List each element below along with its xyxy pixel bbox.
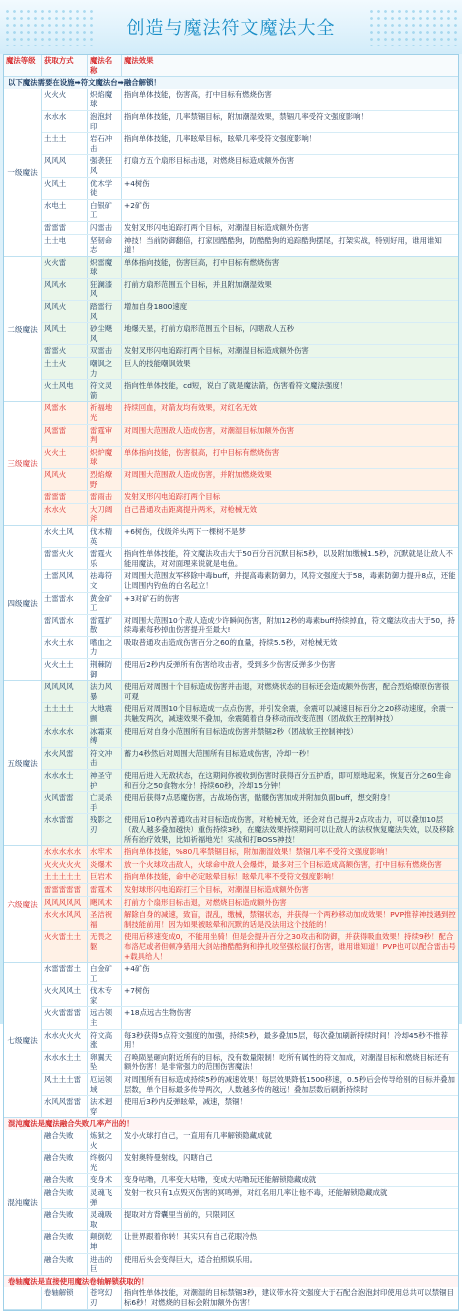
effect-cell: 发小火球打自己，一直用有几率解锁隐藏成就 [122,1130,458,1151]
magic-table [3,54,459,1311]
source-cell: 水火土水 [42,637,88,658]
name-cell: 残影之刃 [88,814,122,845]
column-header-effect: 魔法效果 [122,55,458,76]
source-cell: 雷雷火 [42,345,88,357]
effect-cell: 使用后对自身小范围所有目标造成伤害并禁锢2秒（团战软王控制神技） [122,726,458,747]
name-cell: 法术迥穿 [88,1096,122,1117]
source-cell: 土雷雷水 [42,593,88,614]
source-cell: 水水水水 [42,726,88,747]
table-row[interactable] [42,1174,458,1187]
source-cell: 土土火 [42,358,88,379]
source-cell: 水水火 [42,504,88,525]
effect-cell: 发射叉形闪电追踪打两个目标，对潮湿目标造成额外伤害 [122,222,458,234]
source-cell: 风风水 [42,279,88,300]
effect-cell: 单体指向技能，伤害巨高，打中目标有燃烧伤害 [122,257,458,278]
group-body [42,681,458,845]
name-cell: 颠倒乾坤 [88,1231,122,1252]
effect-cell: +6树伤，伐级斧头两下一棵树不是梦 [122,526,458,547]
effect-cell: 对周围大范围友军移除中毒buff，并提高毒素防御力，风符文强度大于58，毒素防御力提升8点，还能让周围内钓鱼的白名起立！ [122,570,458,591]
name-cell: 伐木专家 [88,985,122,1006]
group-level-label [4,1287,42,1308]
source-cell: 融合失败 [42,1187,88,1208]
table-row[interactable] [42,526,458,548]
source-cell: 雷雷雷 [42,222,88,234]
source-cell: 风风风风 [42,681,88,702]
source-cell: 融合失败 [42,1209,88,1230]
effect-cell: 指向性单体技能，对潮湿的目标禁锢3秒，建议带水符文强度大于石配合泡泡封印使用总共可以禁锢目标6秒！对燃烧的目标会附加额外伤害！ [122,1287,458,1308]
source-cell: 融合失败 [42,1130,88,1151]
effect-cell: 持续回血，对箭友均有效果，对红名无效 [122,402,458,423]
effect-cell: 发射叉形闪电追踪打两个目标，对潮湿目标造成额外伤害 [122,345,458,357]
table-row[interactable] [42,846,458,859]
table-row[interactable] [42,491,458,504]
name-cell: 强袭狂风 [88,155,122,176]
name-cell: 变身术 [88,1174,122,1186]
table-row[interactable] [42,1187,458,1209]
group-body [42,963,458,1117]
source-cell: 火火土 [42,447,88,468]
effect-cell: +2矿伤 [122,200,458,221]
table-row[interactable] [42,178,458,200]
table-row[interactable] [42,257,458,279]
name-cell: 符文灵箭 [88,380,122,401]
group-level-label: 七级魔法 [4,963,42,1117]
name-cell: 进击的巨 [88,1254,122,1275]
effect-cell: 指向性单体技能，符文魔法攻击大于50百分百沉默目标5秒，以及附加缴械1.5秒，沉默就是让敌人不能用魔法，对对面理来说就是电鱼。 [122,548,458,569]
source-cell: 雷雷火火 [42,548,88,569]
table-row[interactable] [42,133,458,155]
source-cell: 水风风雷雷 [42,1096,88,1117]
source-cell: 水火水风风 [42,909,88,930]
effect-cell: 召唤陨星砸向附近所有的目标，没有数量限制！吃所有属性的符文加成，对潮湿目标和燃烧目标还有额外伤害！是非常强力的范围伤害魔法！ [122,1052,458,1073]
table-row[interactable] [42,323,458,345]
name-cell: 符文冲击 [88,748,122,769]
effect-cell: 神技！当前防御翻倍，打家园酷酷狗，防酷酷狗的追踪酷狗摆尾，打架实战，特别好用，谁用谁知道！ [122,235,458,256]
name-cell: 荆棘防御 [88,659,122,680]
table-row[interactable] [42,748,458,770]
name-cell: 白银矿工 [88,200,122,221]
source-cell: 火风雷雷 [42,792,88,813]
column-header-name: 魔法名称 [88,55,122,76]
magic-group [4,89,458,257]
table-row[interactable] [42,1030,458,1052]
group-body [42,1287,458,1308]
table-row[interactable] [42,89,458,111]
effect-cell: 吸取普通攻击造成伤害百分之60的血量，持续5.5秒，对枪械无效 [122,637,458,658]
page-header [0,0,462,54]
group-body [42,402,458,525]
group-level-label: 五级魔法 [4,681,42,845]
effect-cell: 地爆天星，打前方扇形范围五个目标，闪瞎敌人五秒 [122,323,458,344]
source-cell: 水水水水水 [42,846,88,858]
effect-cell: 打扇方五个扇形目标击退，对燃烧目标造成额外伤害 [122,155,458,176]
source-cell: 水火土风 [42,526,88,547]
table-row[interactable] [42,681,458,703]
name-cell: 卵翼天坠 [88,1052,122,1073]
name-cell: 远古领主 [88,1007,122,1028]
effect-cell: 发射一枚只有1点毁灭伤害的冥鸣弹，对红名用几率让他不毒，还能解锁隐藏成就 [122,1187,458,1208]
effect-cell: +4矿伤 [122,963,458,984]
effect-cell: 自己普通攻击距离提升两米，对枪械无效 [122,504,458,525]
name-cell: 黄金矿工 [88,593,122,614]
magic-groups [4,89,458,1310]
group-body [42,1130,458,1275]
effect-cell: 使用后获得7点恶魔伤害，古战场伤害，骷髅伤害加成并附加负面buff，想交附身！ [122,792,458,813]
source-cell: 土土电 [42,235,88,256]
source-cell: 火火火 [42,89,88,110]
source-cell: 风土土土雷 [42,1074,88,1095]
effect-cell: 对周围所有目标造成持续5秒的减速效果！每层效果降低1500移速，0.5秒后会传导给别的目标并叠加层数，单个目标最多传导两次，人数越多传的越远！叠加层数后刷新持续时 [122,1074,458,1095]
effect-cell: 让世界跟着你转！其实只有自己花眼冷热 [122,1231,458,1252]
source-cell: 火火土土 [42,659,88,680]
source-cell: 火风土 [42,178,88,199]
magic-group [4,1287,458,1309]
table-row[interactable] [42,570,458,592]
name-cell: 神圣守护 [88,770,122,791]
name-cell: 祈福地光 [88,402,122,423]
table-row[interactable] [42,659,458,680]
name-cell: 灵魂吸取 [88,1209,122,1230]
name-cell: 水牢术 [88,846,122,858]
source-cell: 水水火火火 [42,1030,88,1051]
effect-cell: +3对矿石的伤害 [122,593,458,614]
name-cell: 双雷击 [88,345,122,357]
magic-group [4,402,458,526]
effect-cell: 指向性单体技能，cd短，说白了就是魔法箭，伤害看符文魔法强度！ [122,380,458,401]
source-cell: 风风风风风 [42,897,88,909]
effect-cell: 指向单体技能，几率禁锢目标，附加潮湿效果，禁锢几率受符文强度影响！ [122,111,458,132]
effect-cell: 单体指向技能，伤害很高，打中目标有燃烧伤害 [122,447,458,468]
effect-cell: 指向单体技能，伤害高，打中目标有燃烧伤害 [122,89,458,110]
group-body [42,257,458,402]
group-body [42,526,458,680]
group-body [42,89,458,256]
table-row[interactable] [42,447,458,469]
name-cell: 雷霆术 [88,884,122,896]
table-row[interactable] [42,615,458,637]
effect-cell: 使用后3秒内反弹眩晕，减速，禁锢！ [122,1096,458,1117]
source-cell: 水水水 [42,111,88,132]
effect-cell: 使用后移速变成0，不能用坐骑！但是会提升百分之30攻击和防御，并获得吸血效果！持续9秒！配合布洛尼或者但顿净猎用大剑站撸酷酷狗和挣扎咬坚强松鼠打伤害，谁用谁知道！PVP也可以配合雷击号+载具给人！ [122,931,458,962]
name-cell: 炽雷魔球 [88,257,122,278]
source-cell: 卷轴解锁 [42,1287,88,1308]
source-cell: 火火风风土 [42,985,88,1006]
name-cell: 炎爆术 [88,859,122,871]
name-cell: 终极闪光 [88,1152,122,1173]
effect-cell: 发射奥特曼射线，闪瞎自己 [122,1152,458,1173]
name-cell: 雷霆扩散 [88,615,122,636]
source-cell: 水火风雷 [42,748,88,769]
name-cell: 踏雷行风 [88,301,122,322]
effect-cell: 打前方个扇形目标击退，对燃烧目标造成额外伤害 [122,897,458,909]
effect-cell: 指向单体技能，命中必定眩晕目标！眩晕几率不受符文强度影响！ [122,871,458,883]
effect-cell: 每3秒获得5点符文强度的加强，持续5秒，最多叠加5层，每次叠加刷新持续时间！冷却45秒不推荐用！ [122,1030,458,1051]
table-row[interactable] [42,425,458,447]
name-cell: 炽焰魔球 [88,89,122,110]
table-row[interactable] [42,548,458,570]
source-cell: 水雷雷雷土 [42,963,88,984]
name-cell: 岩石冲击 [88,133,122,154]
effect-cell: +18点远古生物伤害 [122,1007,458,1028]
name-cell: 优木学徒 [88,178,122,199]
table-row[interactable] [42,963,458,985]
magic-group [4,257,458,403]
source-cell: 风风火 [42,469,88,490]
name-cell: 圣洁祝福 [88,909,122,930]
source-cell: 土土土土土 [42,871,88,883]
unlock-note: 以下魔法需要在设施➡符文魔法台➡融合解锁！ [4,77,458,89]
name-cell: 雷霆火乐 [88,548,122,569]
effect-cell: 打前方扇形范围五个目标，并且附加潮湿效果 [122,279,458,300]
effect-cell: 发射叉形闪电追踪打两个目标 [122,491,458,503]
table-row[interactable] [42,402,458,424]
table-row[interactable] [42,358,458,380]
table-row[interactable] [42,726,458,748]
source-cell: 雷风雷水 [42,615,88,636]
source-cell: 雷雷雷 [42,491,88,503]
source-cell: 融合失败 [42,1174,88,1186]
source-cell: 土土土土 [42,703,88,724]
table-row[interactable] [42,909,458,931]
name-cell: 砂尘飓风 [88,323,122,344]
effect-cell: 使用后对周围10个目标造成一点点伤害，并引发余震，余震可以减速目标百分之20移动速度，余震一共触发两次，减速效果不叠加，余震随着自身移动而改变范围（团战软王控制神技） [122,703,458,724]
name-cell: 泡泡封印 [88,111,122,132]
page-title: 创造与魔法符文魔法大全 [126,18,336,39]
name-cell: 亡灵杀手 [88,792,122,813]
effect-cell: 指向单体技能，几率眩晕目标，眩晕几率受符文强度影响！ [122,133,458,154]
source-cell: 融合失败 [42,1152,88,1173]
table-row[interactable] [42,897,458,910]
group-level-label: 六级魔法 [4,846,42,962]
name-cell: 苍穹幻刃 [88,1287,122,1308]
group-level-label: 混沌魔法 [4,1130,42,1275]
source-cell: 融合失败 [42,1254,88,1275]
table-row[interactable] [42,637,458,659]
table-row[interactable] [42,1074,458,1096]
effect-cell: 对周围大范围敌人造成伤害，并附加燃烧效果 [122,469,458,490]
source-cell: 土雷风风 [42,570,88,591]
effect-cell: 放一个火球攻击敌人，火球命中敌人会爆炸，最多对三个目标造成高额伤害，打中目标有燃烧伤害 [122,859,458,871]
effect-cell: +4树伤 [122,178,458,199]
source-cell: 火火雷 [42,257,88,278]
table-row[interactable] [42,859,458,872]
table-row[interactable] [42,1052,458,1074]
name-cell: 白金矿工 [88,963,122,984]
name-cell: 冰霜束缚 [88,726,122,747]
magic-group [4,963,458,1118]
table-row[interactable] [42,222,458,235]
name-cell: 灵魂飞弹 [88,1187,122,1208]
table-row[interactable] [42,770,458,792]
effect-cell: 增加自身1800速度 [122,301,458,322]
effect-cell: 蓄力4秒然后对周围大范围所有目标造成伤害，冷却一秒！ [122,748,458,769]
name-cell: 坚韧命志 [88,235,122,256]
table-header-row [4,55,458,77]
name-cell: 厄运领域 [88,1074,122,1095]
effect-cell: 变身咕噜，几率变大咕噜，变成大咕噜玩还能解锁隐藏成就 [122,1174,458,1186]
table-row[interactable] [42,814,458,845]
table-row[interactable] [42,871,458,884]
table-row[interactable] [42,1007,458,1029]
name-cell: 符文高涨 [88,1030,122,1051]
source-cell: 水电土 [42,200,88,221]
source-cell: 风风土 [42,323,88,344]
table-row[interactable] [42,1152,458,1174]
name-cell: 雷霆审判 [88,425,122,446]
source-cell: 风雷水 [42,402,88,423]
group-level-label: 四级魔法 [4,526,42,680]
table-row[interactable] [42,111,458,133]
name-cell: 雷雨击 [88,491,122,503]
source-cell: 水水水土土 [42,1052,88,1073]
table-row[interactable] [42,200,458,222]
effect-cell: 使用后进入无敌状态，在这期间你被收到伤害时获得百分五护盾，即可原地起来，恢复百分之60生命和百分之50食物水分！持续60秒，冷却15分钟！ [122,770,458,791]
effect-cell: 指向单体技能，%80几率禁锢目标，附加潮湿效果！禁锢几率不受符文强度影响！ [122,846,458,858]
effect-cell: 使用后2秒内反弹所有伤害给攻击者，受到多少伤害反弹多少伤害 [122,659,458,680]
source-cell: 火火雷土土 [42,931,88,962]
name-cell: 炼狱之火 [88,1130,122,1151]
effect-cell: 使用后头会变得巨大，适合拍照娱乐用。 [122,1254,458,1275]
source-cell: 水水雷雷 [42,814,88,845]
table-row[interactable] [42,1130,458,1152]
name-cell: 狂澜漆风 [88,279,122,300]
table-row[interactable] [42,884,458,897]
effect-cell: +7树伤 [122,985,458,1006]
table-row[interactable] [42,301,458,323]
table-row[interactable] [42,235,458,256]
name-cell: 炽炉魔球 [88,447,122,468]
source-cell: 火土风电 [42,380,88,401]
table-row[interactable] [42,792,458,814]
name-cell: 飓风术 [88,897,122,909]
source-cell: 风风风 [42,155,88,176]
chaos-note: 混沌魔法是魔法融合失败几率产出的！ [4,1118,458,1130]
name-cell: 祛毒符文 [88,570,122,591]
group-body [42,846,458,962]
source-cell: 雷雷雷雷雷 [42,884,88,896]
name-cell: 无畏之躯 [88,931,122,962]
table-row[interactable] [42,1096,458,1117]
table-row[interactable] [42,279,458,301]
group-level-label: 二级魔法 [4,257,42,402]
magic-group [4,846,458,963]
table-row[interactable] [42,504,458,525]
effect-cell: 对周围大范围敌人造成伤害，对潮湿目标加额外伤害 [122,425,458,446]
effect-cell: 使用后对周围十个目标造成伤害并击退，对燃烧状态的目标还会造成额外伤害，配合烈焰燎原伤害很可观 [122,681,458,702]
name-cell: 嘲讽之力 [88,358,122,379]
table-row[interactable] [42,345,458,358]
source-cell: 融合失败 [42,1231,88,1252]
magic-group [4,1130,458,1276]
table-row[interactable] [42,1231,458,1253]
name-cell: 闪雷击 [88,222,122,234]
source-cell: 火火火火火 [42,859,88,871]
effect-cell: 巨人的技能嘲讽效果 [122,358,458,379]
table-row[interactable] [42,469,458,491]
table-row[interactable] [42,931,458,962]
name-cell: 大刀阔斧 [88,504,122,525]
effect-cell: 对周围大范围10个敌人造成少许瞬间伤害，附加12秒的毒素buff持续掉血，符文魔法攻击大于50，持续毒素每秒掉血伤害提升至最大! [122,615,458,636]
source-cell: 火火雷雷雷 [42,1007,88,1028]
name-cell: 法力风暴 [88,681,122,702]
magic-group [4,681,458,846]
effect-cell: 发射球形闪电追踪打三个目标，对潮湿目标造成额外伤害 [122,884,458,896]
table-row[interactable] [42,985,458,1007]
table-row[interactable] [42,1254,458,1275]
name-cell: 烈焰燎野 [88,469,122,490]
column-header-source: 获取方式 [42,55,88,76]
name-cell: 大地震颤 [88,703,122,724]
effect-cell: 提取对方背囊里当前的，只限同区 [122,1209,458,1230]
table-row[interactable] [42,380,458,401]
table-row[interactable] [42,703,458,725]
table-row[interactable] [42,593,458,615]
name-cell: 巨岩术 [88,871,122,883]
scroll-note: 卷轴魔法是直接使用魔法卷轴解锁获取的！ [4,1276,458,1288]
group-level-label: 一级魔法 [4,89,42,256]
source-cell: 风雷雷 [42,425,88,446]
name-cell: 嗜血之力 [88,637,122,658]
table-row[interactable] [42,155,458,177]
magic-group [4,526,458,681]
effect-cell: 解除自身的减速，致盲，混乱，缴械，禁锢状态，并获得一个两秒移动加成效果！PVP推荐神技遇到控制技能前用！因为如果被眩晕和沉默的话是没法用这个技能的！ [122,909,458,930]
column-header-level: 魔法等级 [4,55,42,76]
table-row[interactable] [42,1209,458,1231]
effect-cell: 使用后10秒内普通攻击对目标造成伤害，对枪械无效，还会对自己提升2点攻击力，可以叠加10层（敌人越多叠加越快）重伤持续3秒，在魔法效果持续期间可以让敌人的法权恢复魔法失效，以及移除所有治疗效果，比如祈福地光！实战和打BOSS神技！ [122,814,458,845]
source-cell: 土土土 [42,133,88,154]
name-cell: 伐木精英 [88,526,122,547]
group-level-label: 三级魔法 [4,402,42,525]
source-cell: 风风火 [42,301,88,322]
source-cell: 水水水土 [42,770,88,791]
table-row[interactable] [42,1287,458,1308]
